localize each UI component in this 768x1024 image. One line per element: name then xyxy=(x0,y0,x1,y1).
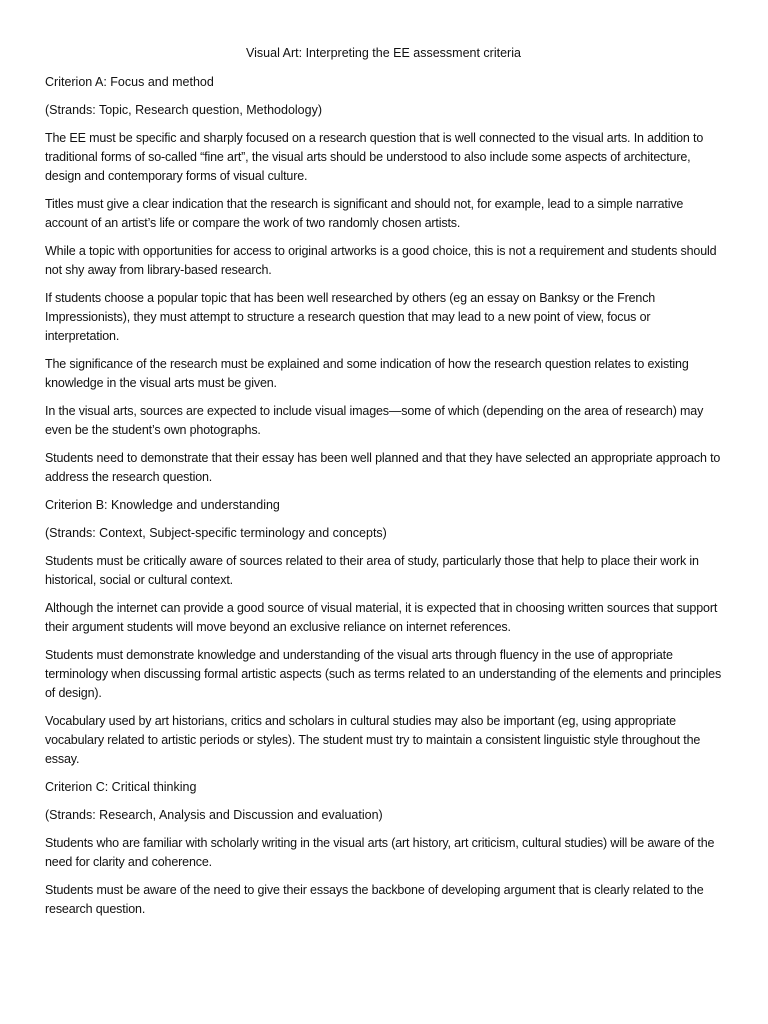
criterion-a-paragraph-7: Students need to demonstrate that their essay has been well planned and that they have selected an appropriate approach to address the research question. xyxy=(45,451,721,484)
criterion-c-heading: Criterion C: Critical thinking xyxy=(45,780,197,794)
criterion-a-paragraph-1: The EE must be specific and sharply focused on a research question that is well connected to the visual arts. In addition to traditional forms of so-called “fine art”, the visual arts should be understood to also include some aspects of architecture, design and contemporary forms of visual culture. xyxy=(45,131,704,183)
criterion-c-strands: (Strands: Research, Analysis and Discussion and evaluation) xyxy=(45,808,383,822)
criterion-b-strands: (Strands: Context, Subject-specific terminology and concepts) xyxy=(45,526,387,540)
criterion-c-paragraph-1: Students who are familiar with scholarly writing in the visual arts (art history, art criticism, cultural studies) will be aware of the need for clarity and coherence. xyxy=(45,836,715,869)
criterion-b-heading: Criterion B: Knowledge and understanding xyxy=(45,498,280,512)
criterion-b-paragraph-2: Although the internet can provide a good source of visual material, it is expected that in choosing written sources that support their argument students will move beyond an exclusive reliance on internet references. xyxy=(45,601,718,634)
criterion-b-paragraph-3: Students must demonstrate knowledge and understanding of the visual arts through fluency in the use of appropriate terminology when discussing formal artistic aspects (such as terms related to an understanding of the elements and principles of design). xyxy=(45,648,722,700)
criterion-a-strands: (Strands: Topic, Research question, Methodology) xyxy=(45,103,323,117)
criterion-b-paragraph-4: Vocabulary used by art historians, critics and scholars in cultural studies may also be important (eg, using appropriate vocabulary related to artistic periods or styles). The student must try to maintain a consistent linguistic style throughout the essay. xyxy=(45,714,701,766)
criterion-a-paragraph-5: The significance of the research must be explained and some indication of how the research question relates to existing knowledge in the visual arts must be given. xyxy=(45,357,689,390)
criterion-a-paragraph-4: If students choose a popular topic that has been well researched by others (eg an essay on Banksy or the French Impressionists), they must attempt to structure a research question that may lead to a new point of view, focus or interpretation. xyxy=(45,291,656,343)
criterion-a-paragraph-6: In the visual arts, sources are expected to include visual images—some of which (depending on the area of research) may even be the student’s own photographs. xyxy=(45,404,704,437)
criterion-a-paragraph-3: While a topic with opportunities for access to original artworks is a good choice, this is not a requirement and students should not shy away from library-based research. xyxy=(45,244,717,277)
criterion-c-paragraph-2: Students must be aware of the need to give their essays the backbone of developing argument that is clearly related to the research question. xyxy=(45,883,704,916)
document-title: Visual Art: Interpreting the EE assessment criteria xyxy=(246,46,521,60)
criterion-a-heading: Criterion A: Focus and method xyxy=(45,75,214,89)
criterion-b-paragraph-1: Students must be critically aware of sources related to their area of study, particularly those that help to place their work in historical, social or cultural context. xyxy=(45,554,699,587)
criterion-a-paragraph-2: Titles must give a clear indication that the research is significant and should not, for example, lead to a simple narrative account of an artist’s life or compare the work of two randomly chosen artists. xyxy=(45,197,684,230)
